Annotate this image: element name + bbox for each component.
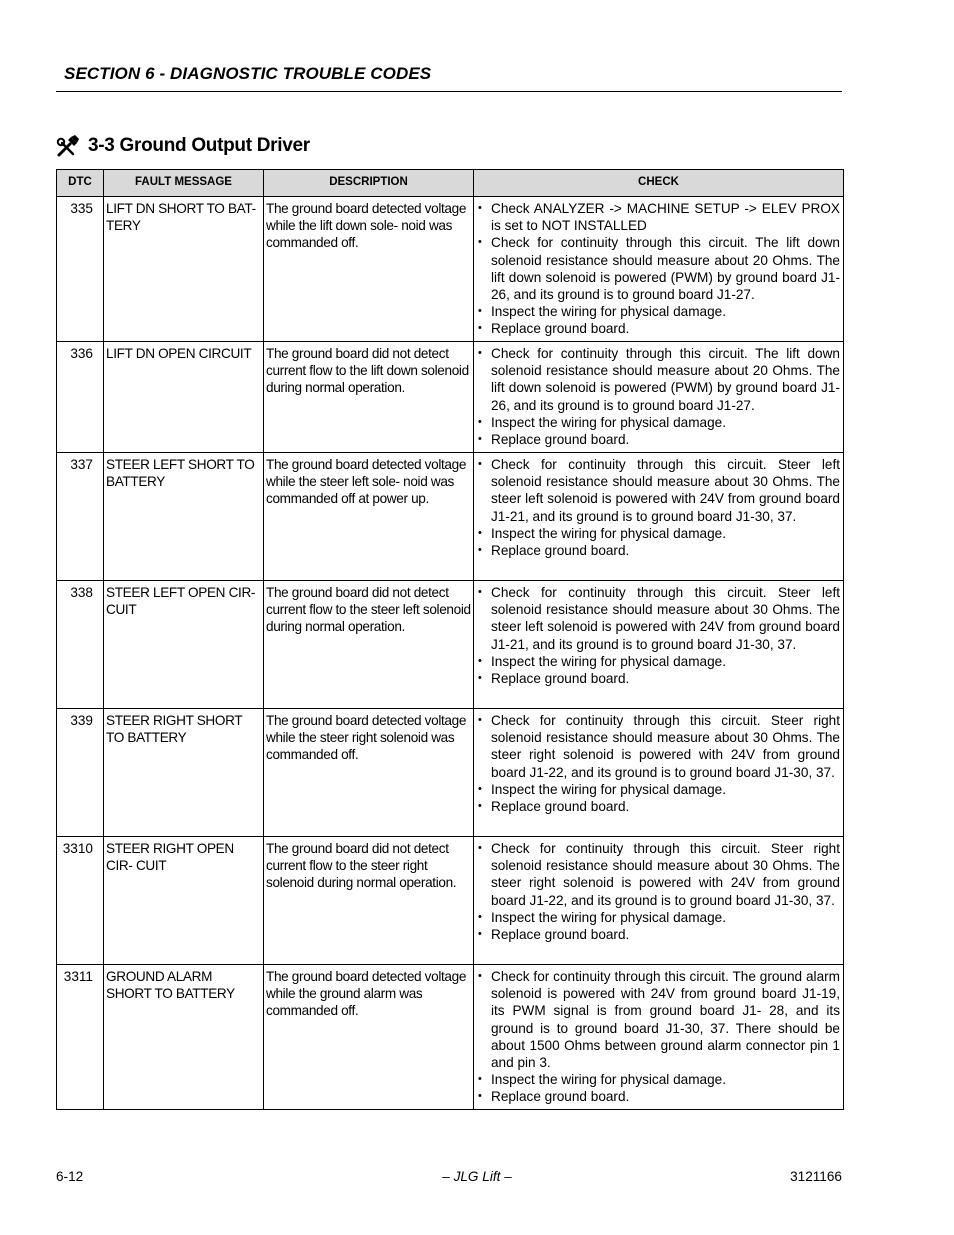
dtc-code: 337 <box>57 453 104 581</box>
check-item: • Inspect the wiring for physical damage. <box>477 909 840 926</box>
check-item: • Check for continuity through this circuit. Steer right solenoid resistance should measure about 30 Ohms. The steer right solenoid is powered with 24V from ground board J1-22, and its ground is to ground board J1-30, 37. <box>477 712 840 781</box>
fault-description: The ground board did not detect current flow to the steer right solenoid during normal operation. <box>264 837 474 965</box>
fault-message: STEER RIGHT OPEN CIR- CUIT <box>104 837 264 965</box>
check-cell <box>474 581 844 709</box>
check-cell <box>474 965 844 1110</box>
check-cell <box>474 342 844 453</box>
column-header-dtc: DTC <box>57 170 104 197</box>
fault-message: STEER LEFT OPEN CIR- CUIT <box>104 581 264 709</box>
dtc-code: 335 <box>57 197 104 342</box>
check-item: • Check for continuity through this circuit. The lift down solenoid resistance should measure about 20 Ohms. The lift down solenoid is powered (PWM) by ground board J1-26, and its ground is to ground board J1-27. <box>477 234 840 303</box>
header-divider <box>56 91 842 92</box>
fault-description: The ground board detected voltage while the steer right solenoid was commanded off. <box>264 709 474 837</box>
check-cell <box>474 453 844 581</box>
table-row <box>57 709 844 837</box>
dtc-code: 338 <box>57 581 104 709</box>
fault-message: LIFT DN SHORT TO BAT- TERY <box>104 197 264 342</box>
check-item: • Inspect the wiring for physical damage. <box>477 525 840 542</box>
check-item: • Replace ground board. <box>477 926 840 943</box>
check-item: • Replace ground board. <box>477 798 840 815</box>
table-row <box>57 837 844 965</box>
fault-description: The ground board did not detect current flow to the lift down solenoid during normal operation. <box>264 342 474 453</box>
section-heading-text: 3-3 Ground Output Driver <box>88 135 310 156</box>
fault-message: GROUND ALARM SHORT TO BATTERY <box>104 965 264 1110</box>
check-item: • Check for continuity through this circuit. The lift down solenoid resistance should measure about 20 Ohms. The lift down solenoid is powered (PWM) by ground board J1-26, and its ground is to ground board J1-27. <box>477 345 840 414</box>
dtc-code: 339 <box>57 709 104 837</box>
section-header-title: SECTION 6 - DIAGNOSTIC TROUBLE CODES <box>64 64 432 83</box>
footer-page-number: 6-12 <box>56 1169 84 1184</box>
fault-message: STEER LEFT SHORT TO BATTERY <box>104 453 264 581</box>
check-item: • Replace ground board. <box>477 542 840 559</box>
check-item: • Inspect the wiring for physical damage. <box>477 1071 840 1088</box>
check-item: • Inspect the wiring for physical damage. <box>477 653 840 670</box>
check-cell <box>474 837 844 965</box>
footer-doc-number: 3121166 <box>790 1169 842 1184</box>
table-row <box>57 197 844 342</box>
check-item: • Replace ground board. <box>477 431 840 448</box>
footer-brand: – JLG Lift – <box>442 1169 512 1184</box>
check-item: • Check for continuity through this circuit. Steer left solenoid resistance should measure about 30 Ohms. The steer left solenoid is powered with 24V from ground board J1-21, and its ground is to ground board J1-30, 37. <box>477 456 840 525</box>
check-item: • Replace ground board. <box>477 1088 840 1105</box>
fault-message: STEER RIGHT SHORT TO BATTERY <box>104 709 264 837</box>
check-item: • Check ANALYZER -> MACHINE SETUP -> ELEV PROX is set to NOT INSTALLED <box>477 200 840 234</box>
column-header-check: CHECK <box>474 170 844 197</box>
check-item: • Inspect the wiring for physical damage. <box>477 303 840 320</box>
check-item: • Replace ground board. <box>477 670 840 687</box>
column-header-description: DESCRIPTION <box>264 170 474 197</box>
check-item: • Check for continuity through this circuit. Steer right solenoid resistance should measure about 30 Ohms. The steer right solenoid is powered with 24V from ground board J1-22, and its ground is to ground board J1-30, 37. <box>477 840 840 909</box>
check-item: • Inspect the wiring for physical damage. <box>477 414 840 431</box>
dtc-code: 3310 <box>57 837 104 965</box>
fault-description: The ground board detected voltage while the ground alarm was commanded off. <box>264 965 474 1110</box>
dtc-code: 3311 <box>57 965 104 1110</box>
table-header-row <box>57 170 844 197</box>
check-cell <box>474 197 844 342</box>
column-header-fault-message: FAULT MESSAGE <box>104 170 264 197</box>
dtc-table <box>56 169 844 1110</box>
wrench-hammer-icon <box>56 134 82 158</box>
check-cell <box>474 709 844 837</box>
check-item: • Check for continuity through this circuit. Steer left solenoid resistance should measure about 30 Ohms. The steer left solenoid is powered with 24V from ground board J1-21, and its ground is to ground board J1-30, 37. <box>477 584 840 653</box>
check-item: • Check for continuity through this circuit. The ground alarm solenoid is powered with 24V from ground board J1-19, its PWM signal is from ground board J1- 28, and its ground is to ground board J1-30, 37. There should be about 1500 Ohms between ground alarm connector pin 1 and pin 3. <box>477 968 840 1071</box>
fault-message: LIFT DN OPEN CIRCUIT <box>104 342 264 453</box>
check-item: • Inspect the wiring for physical damage. <box>477 781 840 798</box>
table-row <box>57 965 844 1110</box>
table-row <box>57 581 844 709</box>
fault-description: The ground board did not detect current flow to the steer left solenoid during normal operation. <box>264 581 474 709</box>
table-row <box>57 342 844 453</box>
fault-description: The ground board detected voltage while the steer left sole- noid was commanded off at power up. <box>264 453 474 581</box>
section-heading <box>56 134 310 158</box>
dtc-code: 336 <box>57 342 104 453</box>
check-item: • Replace ground board. <box>477 320 840 337</box>
table-row <box>57 453 844 581</box>
fault-description: The ground board detected voltage while the lift down sole- noid was commanded off. <box>264 197 474 342</box>
